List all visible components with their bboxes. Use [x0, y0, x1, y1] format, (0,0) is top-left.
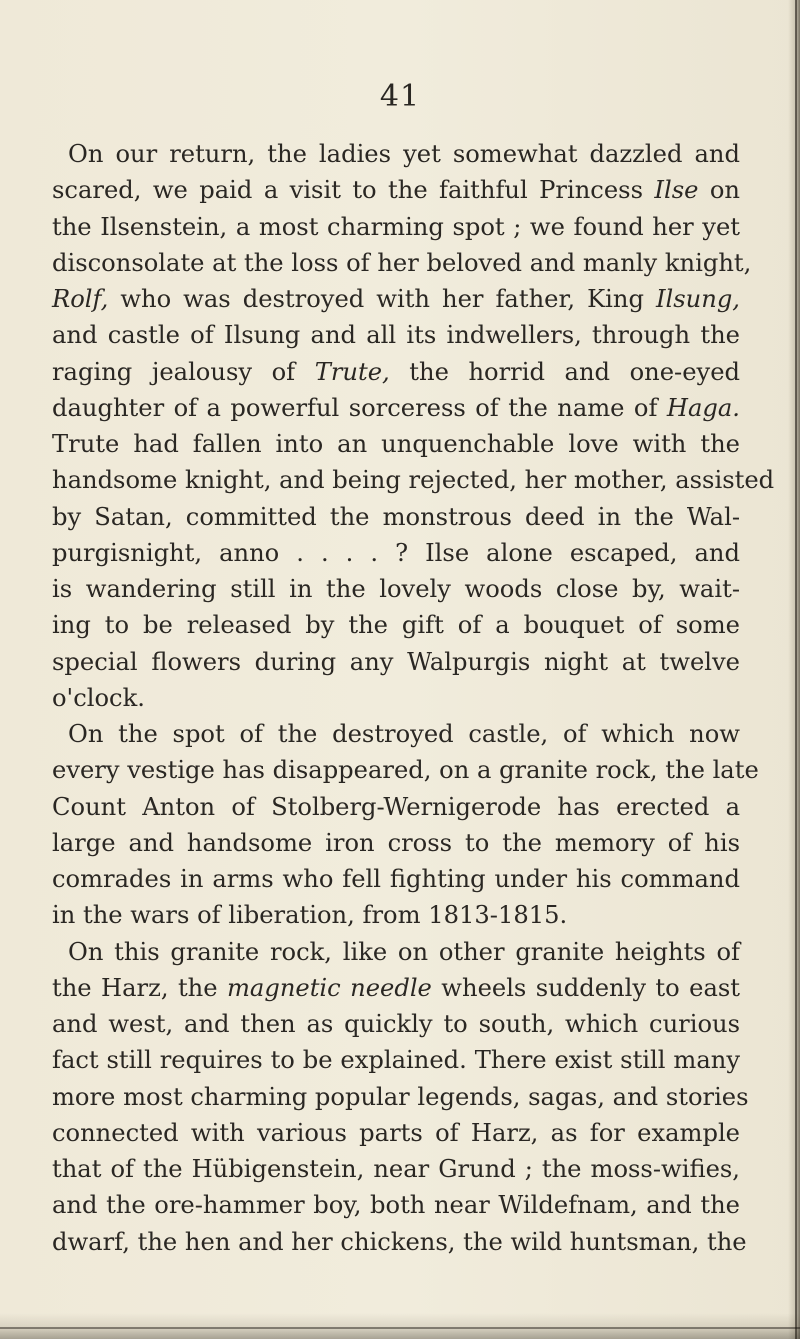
text-line	[52, 317, 740, 353]
text-line	[52, 1006, 740, 1042]
text-line	[52, 571, 740, 607]
text-segment: handsome knight, and being rejected, her mother, assisted	[52, 466, 775, 495]
text-segment: is wandering still in the lovely woods close by, wait-	[52, 575, 740, 603]
text-line	[52, 172, 740, 208]
body-text	[52, 136, 775, 1260]
text-segment: special flowers during any Walpurgis night at twelve	[52, 647, 740, 676]
italic-text: Rolf,	[52, 285, 109, 313]
text-line	[52, 462, 775, 498]
text-segment: every vestige has disappeared, on a granite rock, the late	[52, 756, 759, 785]
text-line	[52, 607, 740, 643]
text-segment: Trute had fallen into an unquenchable love with the	[52, 430, 740, 458]
text-segment: fact still requires to be explained. There exist still many	[52, 1046, 740, 1075]
text-line	[52, 281, 740, 317]
text-line	[52, 390, 740, 426]
text-segment: disconsolate at the loss of her beloved and manly knight,	[52, 248, 752, 277]
text-segment: and castle of Ilsung and all its indwellers, through the	[52, 321, 740, 350]
text-segment: in the wars of liberation, from 1813-1815.	[52, 901, 568, 930]
page-number: 41	[379, 79, 421, 114]
italic-text: magnetic needle	[226, 973, 432, 1002]
page-edge-shadow	[788, 0, 800, 1339]
text-segment: raging jealousy of	[52, 357, 315, 386]
text-segment: on	[698, 176, 740, 205]
italic-text: Ilsung,	[655, 285, 740, 313]
text-segment: by Satan, committed the monstrous deed in the Wal-	[52, 502, 740, 531]
italic-text: Haga.	[666, 393, 740, 422]
text-segment: the Harz, the	[52, 973, 227, 1002]
italic-text: Trute,	[314, 357, 390, 386]
text-line	[52, 426, 740, 462]
text-segment: dwarf, the hen and her chickens, the wild huntsman, the	[52, 1227, 747, 1256]
text-segment: On this granite rock, like on other granite heights of	[68, 937, 740, 966]
text-segment: wheels suddenly to east	[431, 973, 740, 1002]
text-line	[52, 535, 740, 571]
text-line	[52, 716, 740, 752]
text-line	[52, 1224, 747, 1260]
text-line	[52, 245, 752, 281]
text-segment: comrades in arms who fell fighting under his command	[52, 865, 740, 893]
text-line	[52, 1151, 740, 1187]
text-segment: and the ore-hammer boy, both near Wildefnam, and the	[52, 1191, 740, 1220]
text-line	[52, 861, 740, 897]
text-line	[52, 644, 740, 680]
text-segment: scared, we paid a visit to the faithful Princess	[52, 176, 655, 205]
text-segment: Count Anton of Stolberg-Wernigerode has erected a	[52, 792, 740, 821]
text-line	[52, 970, 740, 1006]
text-line	[52, 680, 740, 716]
text-line	[52, 1079, 749, 1115]
text-segment: who was destroyed with her father, King	[108, 285, 656, 313]
text-line	[52, 1042, 740, 1078]
text-segment: purgisnight, anno . . . . ? Ilse alone escaped, and	[52, 538, 740, 567]
text-segment: more most charming popular legends, sagas, and stories	[52, 1082, 749, 1111]
text-segment: connected with various parts of Harz, as for example	[52, 1118, 740, 1147]
text-line	[52, 1187, 740, 1223]
text-segment: and west, and then as quickly to south, which curious	[52, 1010, 740, 1038]
text-line	[52, 136, 740, 172]
text-line	[52, 499, 740, 535]
text-segment: On our return, the ladies yet somewhat dazzled and	[68, 140, 740, 168]
text-segment: daughter of a powerful sorceress of the name of	[52, 393, 667, 422]
text-line	[52, 354, 740, 390]
text-segment: ing to be released by the gift of a bouquet of some	[52, 611, 740, 640]
text-line	[52, 934, 740, 970]
text-segment: the Ilsenstein, a most charming spot ; we found her yet	[52, 212, 740, 241]
text-segment: the horrid and one-eyed	[389, 357, 740, 386]
text-segment: that of the Hübigenstein, near Grund ; the moss-wifies,	[52, 1155, 740, 1183]
text-line	[52, 897, 740, 933]
text-segment: On the spot of the destroyed castle, of which now	[68, 720, 740, 748]
text-line	[52, 752, 759, 788]
text-segment: large and handsome iron cross to the memory of his	[52, 828, 740, 857]
text-line	[52, 1115, 740, 1151]
text-line	[52, 789, 740, 825]
text-line	[52, 209, 740, 245]
text-line	[52, 825, 740, 861]
text-segment: o'clock.	[52, 683, 145, 712]
italic-text: Ilse	[654, 176, 699, 205]
page-bottom-shadow	[0, 1313, 800, 1339]
